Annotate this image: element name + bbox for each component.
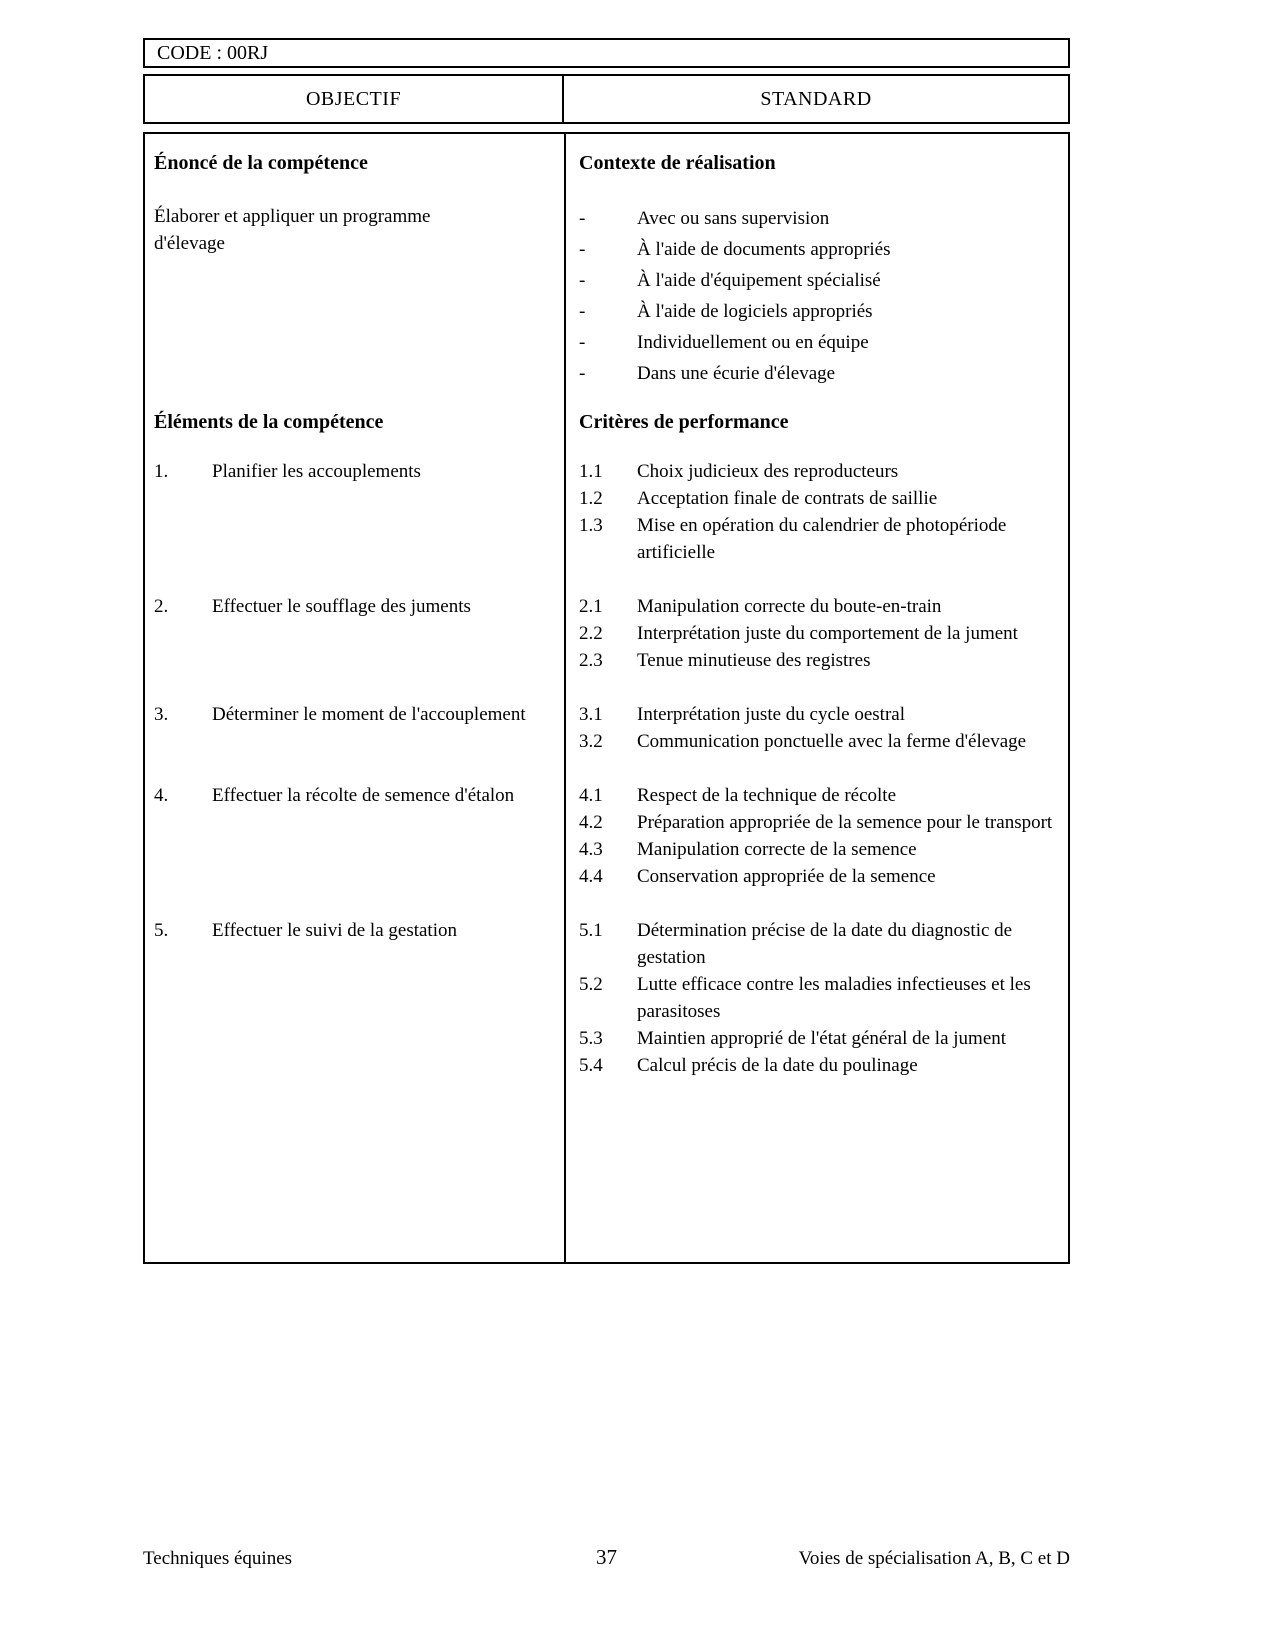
element-number: 4. xyxy=(154,785,169,806)
criterion-number: 2.1 xyxy=(579,596,603,617)
table-content xyxy=(143,38,1070,1264)
criterion-text: Choix judicieux des reproducteurs xyxy=(637,461,899,482)
element-item xyxy=(154,917,534,944)
element-number: 3. xyxy=(154,704,169,725)
context-bullet: - xyxy=(579,301,586,322)
table-row xyxy=(145,917,1068,1079)
contexte-list-cell xyxy=(564,203,1068,389)
table-row xyxy=(145,458,1068,566)
criterion-text: Calcul précis de la date du poulinage xyxy=(637,1055,918,1076)
element-text: Planifier les accouplements xyxy=(212,461,421,482)
criteres-heading-cell xyxy=(564,409,1068,436)
criterion-item xyxy=(579,701,1054,728)
statement-context-row xyxy=(145,203,1068,389)
criterion-number: 5.2 xyxy=(579,974,603,995)
criterion-item xyxy=(579,728,1054,755)
context-bullet: - xyxy=(579,208,586,229)
element-item xyxy=(154,593,534,620)
criterion-item xyxy=(579,1052,1054,1079)
element-text: Effectuer la récolte de semence d'étalon xyxy=(212,785,515,806)
column-header-row xyxy=(143,74,1070,124)
criterion-text: Préparation appropriée de la semence pour le transport xyxy=(637,812,1053,833)
criterion-text: Lutte efficace contre les maladies infectieuses et les parasitoses xyxy=(637,974,1031,1022)
context-text: À l'aide de documents appropriés xyxy=(637,239,891,260)
context-text: Avec ou sans supervision xyxy=(637,208,830,229)
element-number: 1. xyxy=(154,461,169,482)
criterion-text: Détermination précise de la date du diagnostic de gestation xyxy=(637,920,1013,968)
code-box xyxy=(143,38,1070,68)
code-label: CODE : 00RJ xyxy=(157,41,269,64)
criteria-cell xyxy=(564,701,1068,755)
criterion-item xyxy=(579,647,1054,674)
standard-column-header: STANDARD xyxy=(760,87,872,110)
criterion-item xyxy=(579,863,1054,890)
competence-statement: Élaborer et appliquer un programme d'élevage xyxy=(154,206,431,254)
criterion-text: Interprétation juste du cycle oestral xyxy=(637,704,906,725)
criterion-text: Mise en opération du calendrier de photopériode artificielle xyxy=(637,515,1007,563)
element-cell xyxy=(145,782,564,890)
context-text: À l'aide de logiciels appropriés xyxy=(637,301,873,322)
footer-document-title: Techniques équines xyxy=(143,1548,293,1569)
competence-heading: Énoncé de la compétence xyxy=(154,152,368,174)
criterion-number: 4.1 xyxy=(579,785,603,806)
element-number: 5. xyxy=(154,920,169,941)
element-cell xyxy=(145,701,564,755)
criterion-text: Respect de la technique de récolte xyxy=(637,785,897,806)
element-item xyxy=(154,701,534,728)
context-bullet: - xyxy=(579,363,586,384)
column-divider xyxy=(564,134,566,1262)
criterion-number: 1.2 xyxy=(579,488,603,509)
criterion-item xyxy=(579,485,1054,512)
criterion-number: 4.4 xyxy=(579,866,603,887)
element-cell xyxy=(145,917,564,1079)
criterion-number: 4.2 xyxy=(579,812,603,833)
criterion-item xyxy=(579,593,1054,620)
criterion-number: 3.1 xyxy=(579,704,603,725)
element-number: 2. xyxy=(154,596,169,617)
competence-statement-cell xyxy=(145,203,564,389)
context-item xyxy=(579,234,1054,265)
criterion-item xyxy=(579,458,1054,485)
headings-row-1 xyxy=(145,150,1068,177)
criteria-cell xyxy=(564,782,1068,890)
element-item xyxy=(154,782,534,809)
context-bullet: - xyxy=(579,270,586,291)
criterion-number: 2.2 xyxy=(579,623,603,644)
table-row xyxy=(145,701,1068,755)
criterion-item xyxy=(579,809,1054,836)
criterion-number: 1.1 xyxy=(579,461,603,482)
footer-specialisation: Voies de spécialisation A, B, C et D xyxy=(798,1548,1070,1569)
criterion-number: 5.1 xyxy=(579,920,603,941)
criterion-number: 3.2 xyxy=(579,731,603,752)
criterion-text: Tenue minutieuse des registres xyxy=(637,650,871,671)
main-table xyxy=(143,132,1070,1264)
competence-heading-cell xyxy=(145,150,564,177)
criterion-text: Manipulation correcte de la semence xyxy=(637,839,917,860)
criterion-text: Communication ponctuelle avec la ferme d'élevage xyxy=(637,731,1027,752)
element-text: Effectuer le suivi de la gestation xyxy=(212,920,457,941)
criterion-text: Acceptation finale de contrats de saillie xyxy=(637,488,938,509)
context-bullet: - xyxy=(579,239,586,260)
criterion-text: Interprétation juste du comportement de la jument xyxy=(637,623,1018,644)
criterion-number: 2.3 xyxy=(579,650,603,671)
contexte-heading: Contexte de réalisation xyxy=(579,152,776,174)
table-row xyxy=(145,782,1068,890)
criterion-item xyxy=(579,782,1054,809)
criteria-cell xyxy=(564,458,1068,566)
element-text: Déterminer le moment de l'accouplement xyxy=(212,704,526,725)
context-text: Individuellement ou en équipe xyxy=(637,332,869,353)
element-cell xyxy=(145,458,564,566)
criterion-item xyxy=(579,512,1054,566)
criterion-item xyxy=(579,971,1054,1025)
context-item xyxy=(579,327,1054,358)
criterion-number: 5.3 xyxy=(579,1028,603,1049)
criterion-item xyxy=(579,1025,1054,1052)
context-item xyxy=(579,265,1054,296)
element-item xyxy=(154,458,534,485)
contexte-heading-cell xyxy=(564,150,1068,177)
page-number: 37 xyxy=(596,1545,617,1569)
criteres-heading: Critères de performance xyxy=(579,411,789,433)
elements-heading: Éléments de la compétence xyxy=(154,411,384,433)
criterion-number: 1.3 xyxy=(579,515,603,536)
criteria-cell xyxy=(564,593,1068,674)
context-text: Dans une écurie d'élevage xyxy=(637,363,836,384)
criterion-item xyxy=(579,836,1054,863)
criterion-item xyxy=(579,917,1054,971)
element-cell xyxy=(145,593,564,674)
context-item xyxy=(579,296,1054,327)
elements-heading-cell xyxy=(145,409,564,436)
table-row xyxy=(145,593,1068,674)
objectif-column-header: OBJECTIF xyxy=(145,76,564,122)
criterion-text: Maintien approprié de l'état général de la jument xyxy=(637,1028,1007,1049)
criterion-number: 5.4 xyxy=(579,1055,603,1076)
context-item xyxy=(579,358,1054,389)
headings-row-2 xyxy=(145,409,1068,436)
context-text: À l'aide d'équipement spécialisé xyxy=(637,270,881,291)
page-footer xyxy=(143,1545,1070,1570)
criteria-cell xyxy=(564,917,1068,1079)
criterion-text: Manipulation correcte du boute-en-train xyxy=(637,596,942,617)
criterion-item xyxy=(579,620,1054,647)
criterion-number: 4.3 xyxy=(579,839,603,860)
element-text: Effectuer le soufflage des juments xyxy=(212,596,471,617)
context-item xyxy=(579,203,1054,234)
context-bullet: - xyxy=(579,332,586,353)
criterion-text: Conservation appropriée de la semence xyxy=(637,866,936,887)
